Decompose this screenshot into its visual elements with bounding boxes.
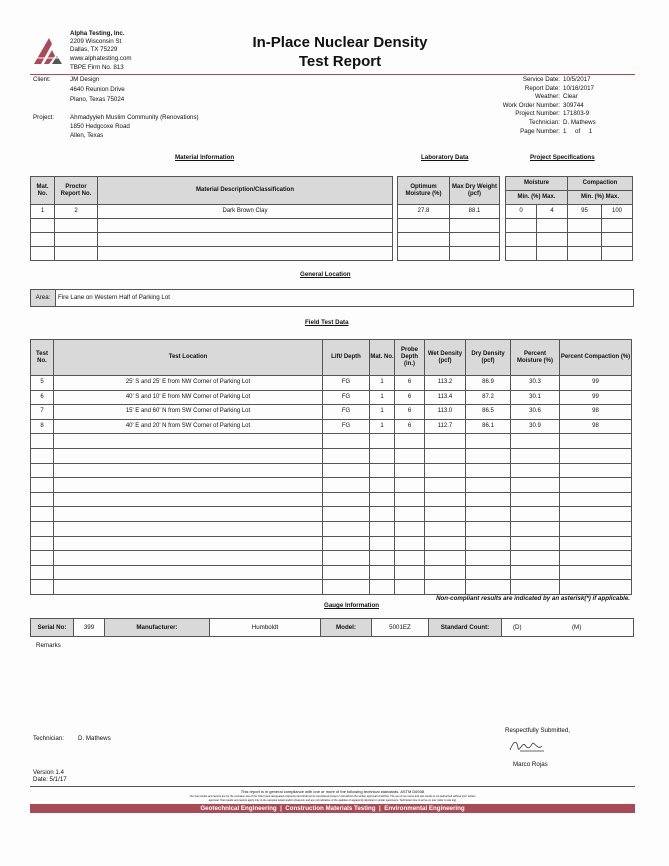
company-web[interactable]: www.alphatesting.com [70, 55, 132, 62]
cell: 87.2 [466, 390, 511, 405]
cell: 95 [568, 205, 602, 219]
spec-table [505, 176, 633, 261]
col-max-dry-weight: Max Dry Weight (pcf) [450, 177, 500, 205]
cell: 98 [560, 405, 632, 420]
remarks-label: Remarks [36, 642, 61, 649]
col-mat-no: Mat. No. [370, 340, 395, 376]
report-title-line2: Test Report [298, 53, 382, 70]
cell: 1 [370, 419, 395, 434]
header-divider [30, 74, 635, 75]
section-gauge-info: Gauge Information [324, 602, 380, 609]
project-address1: 1850 Hedgcoxe Road [70, 123, 130, 130]
company-address2: Dallas, TX 75229 [70, 46, 118, 53]
cell: 2 [55, 205, 98, 219]
table-row [31, 205, 393, 219]
col-mat-no: Mat. No. [31, 177, 55, 205]
col-moisture: Moisture [506, 177, 568, 191]
cell: FG [323, 405, 370, 420]
cell: 6 [395, 419, 425, 434]
area-value: Fire Lane on Western Half of Parking Lot [58, 294, 171, 301]
standard-count-label: Standard Count: [429, 619, 502, 636]
area-label: Area: [31, 290, 56, 306]
cell: 27.8 [398, 205, 450, 219]
version-date: Date: 5/1/17 [33, 776, 67, 783]
cell: FG [323, 376, 370, 391]
client-address1: 4640 Reunion Drive [70, 86, 125, 93]
table-row [31, 247, 393, 261]
meta-row: Page Number: 1 of 1 [520, 127, 593, 135]
signer-name: Marco Rojas [513, 761, 548, 768]
empty-row [31, 507, 632, 522]
cell: 15' E and 60' N from SW Corner of Parking Lot [54, 405, 323, 420]
col-proctor: Proctor Report No. [55, 177, 98, 205]
empty-row [31, 463, 632, 478]
model-value: 5001EZ [372, 619, 429, 636]
table-row [31, 376, 632, 391]
fine-print-2: Our test results and reports are for the exclusive use of the Client (and designated recipients) and shall not be reproduced except in full without the written approval of ALPHA. The use of our name and test results is not authorized without prior written [189, 795, 476, 798]
cell: 88.1 [450, 205, 500, 219]
fine-print-1: This report is in general compliance with one or more of the following technical standards. ASTM D6938 [240, 789, 425, 794]
cell: 1 [370, 390, 395, 405]
footer-services-bar: Geotechnical Engineering | Construction Materials Testing | Environmental Engineering [30, 804, 635, 813]
company-logo [32, 36, 66, 66]
cell: 99 [560, 376, 632, 391]
col-probe-depth: Probe Depth (in.) [395, 340, 425, 376]
col-dry-density: Dry Density (pcf) [466, 340, 511, 376]
project-label: Project: [33, 114, 54, 121]
table-row [506, 205, 633, 219]
field-test-table [30, 339, 632, 595]
table-row [31, 405, 632, 420]
empty-row [31, 565, 632, 580]
serial-value: 399 [74, 619, 105, 636]
section-general-location: General Location [300, 271, 351, 278]
cell: FG [323, 390, 370, 405]
cell: 4 [537, 205, 568, 219]
meta-row: Project Number: 171803-9 [515, 110, 590, 118]
cell: 30.3 [511, 376, 560, 391]
empty-row [31, 536, 632, 551]
cell: 40' S and 10' E from NW Corner of Parking Lot [54, 390, 323, 405]
manufacturer-value: Humboldt [210, 619, 321, 636]
client-address2: Plano, Texas 75024 [70, 96, 125, 103]
section-lab-data: Laboratory Data [421, 154, 469, 161]
cell: 100 [602, 205, 633, 219]
gauge-box [30, 618, 634, 637]
meta-row: Weather: Clear [535, 93, 578, 101]
company-name: Alpha Testing, Inc. [70, 30, 125, 37]
cell: 6 [31, 390, 54, 405]
col-test-location: Test Location [54, 340, 323, 376]
client-label: Client: [33, 76, 51, 83]
meta-row: Service Date: 10/5/2017 [522, 76, 591, 83]
client-name: JM Design [70, 76, 100, 83]
cell: 86.5 [466, 405, 511, 420]
empty-row [31, 448, 632, 463]
col-moisture-sub: Min. (%) Max. [506, 191, 568, 205]
section-field-test-data: Field Test Data [305, 319, 349, 326]
noncompliant-note: Non-compliant results are indicated by an asterisk(*) if applicable. [436, 595, 630, 602]
col-compaction-sub: Min. (%) Max. [568, 191, 633, 205]
section-material-info: Material Information [175, 154, 235, 161]
cell: 99 [560, 390, 632, 405]
section-project-specs: Project Specifications [530, 154, 595, 161]
submitted-text: Respectfully Submitted, [505, 727, 570, 734]
meta-row: Work Order Number: 309744 [502, 101, 584, 109]
cell: 98 [560, 419, 632, 434]
cell: 30.9 [511, 419, 560, 434]
cell: 30.1 [511, 390, 560, 405]
cell: 86.9 [466, 376, 511, 391]
col-percent-moisture: Percent Moisture (%) [511, 340, 560, 376]
cell: 25' S and 25' E from NW Corner of Parking Lot [54, 376, 323, 391]
company-address1: 2209 Wisconsin St [70, 38, 122, 45]
cell: 112.7 [425, 419, 466, 434]
project-address2: Allen, Texas [70, 132, 104, 139]
cell: 1 [370, 405, 395, 420]
lab-data-table [397, 176, 500, 261]
cell: 7 [31, 405, 54, 420]
table-row [31, 219, 393, 233]
cell: 113.4 [425, 390, 466, 405]
manufacturer-label: Manufacturer: [105, 619, 210, 636]
cell: 113.2 [425, 376, 466, 391]
col-wet-density: Wet Density (pcf) [425, 340, 466, 376]
table-row [31, 233, 393, 247]
cell: 1 [31, 205, 55, 219]
fine-print-3: approval. Test results and reports apply only to the samples tested and/or observed, and are not indicative of the qualities of apparently identical or similar specimens. Technician time to arrive on site: (refer to site log) [208, 799, 457, 802]
serial-label: Serial No: [31, 619, 74, 636]
cell: 6 [395, 405, 425, 420]
cell: 86.1 [466, 419, 511, 434]
technician-label: Technician: [33, 735, 64, 742]
cell: 0 [506, 205, 537, 219]
cell: Dark Brown Clay [98, 205, 393, 219]
col-lift-depth: Lift/ Depth [323, 340, 370, 376]
project-name: Ahmadyyieh Muslim Community (Renovations) [70, 114, 199, 121]
cell: 5 [31, 376, 54, 391]
meta-row: Technician: D. Mathews [529, 118, 596, 126]
cell: FG [323, 419, 370, 434]
cell: 8 [31, 419, 54, 434]
model-label: Model: [321, 619, 372, 636]
empty-row [31, 478, 632, 493]
empty-row [31, 492, 632, 507]
table-row [31, 419, 632, 434]
standard-count-d: (D) [513, 624, 522, 631]
table-row [31, 390, 632, 405]
col-description: Material Description/Classification [98, 177, 393, 205]
footer-divider [30, 786, 635, 787]
cell: 113.0 [425, 405, 466, 420]
empty-row [31, 551, 632, 566]
table-row [398, 205, 500, 219]
technician-name: D. Mathews [78, 735, 111, 742]
area-box [30, 289, 634, 307]
report-title-line1: In-Place Nuclear Density [252, 34, 428, 51]
meta-row: Report Date: 10/16/2017 [524, 84, 594, 92]
cell: 40' E and 20' N from SW Corner of Parking Lot [54, 419, 323, 434]
col-compaction: Compaction [568, 177, 633, 191]
cell: 6 [395, 376, 425, 391]
cell: 30.6 [511, 405, 560, 420]
empty-row [31, 434, 632, 449]
col-percent-compaction: Percent Compaction (%) [560, 340, 632, 376]
signature-image [508, 736, 548, 756]
cell: 1 [370, 376, 395, 391]
empty-row [31, 521, 632, 536]
col-test-no: Test No. [31, 340, 54, 376]
col-optimum-moisture: Optimum Moisture (%) [398, 177, 450, 205]
cell: 6 [395, 390, 425, 405]
version-number: Version 1.4 [33, 769, 64, 776]
empty-row [31, 580, 632, 595]
material-table [30, 176, 393, 261]
report-meta [460, 76, 630, 136]
company-firm: TBPE Firm No. 813 [70, 64, 124, 71]
standard-count-m: (M) [572, 624, 582, 631]
